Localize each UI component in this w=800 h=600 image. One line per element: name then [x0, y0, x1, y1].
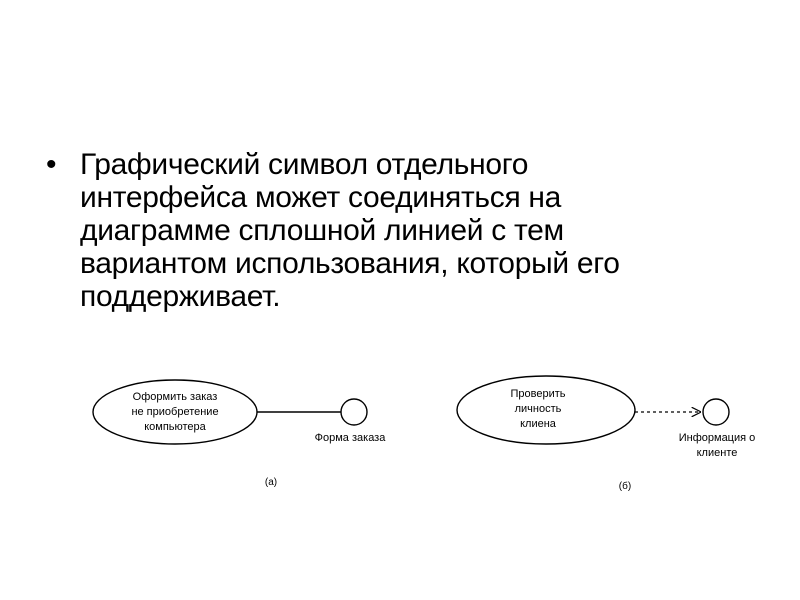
- bullet-line-1: Графический символ отдельного: [80, 148, 529, 181]
- bullet-text: [80, 148, 620, 313]
- bullet-dot: •: [46, 148, 57, 181]
- interface-b-label-line-2: клиенте: [696, 447, 738, 459]
- bullet-line-3: диаграмме сплошной линией с тем: [80, 214, 564, 247]
- bullet-line-2: интерфейса может соединяться на: [80, 181, 562, 214]
- use-case-a-line-3: компьютера: [144, 421, 206, 433]
- use-case-b-line-1: Проверить: [510, 388, 566, 400]
- use-case-a-line-1: Оформить заказ: [132, 391, 218, 403]
- interface-circle-b: [703, 399, 729, 425]
- interface-circle-a: [341, 399, 367, 425]
- caption-a: (а): [264, 477, 278, 488]
- interface-a-label: Форма заказа: [314, 432, 386, 444]
- use-case-a-line-2: не приобретение: [131, 406, 219, 418]
- diagram-b: [457, 376, 755, 492]
- use-case-b-line-3: клиена: [520, 418, 556, 430]
- use-case-figure: [80, 375, 780, 505]
- caption-b: (б): [618, 481, 632, 492]
- bullet-line-4: вариантом использования, который его: [80, 247, 620, 280]
- bullet-line-5: поддерживает.: [80, 280, 281, 313]
- diagram-a: [93, 380, 386, 488]
- interface-b-label-line-1: Информация о: [678, 432, 756, 444]
- use-case-b-line-2: личность: [514, 403, 562, 415]
